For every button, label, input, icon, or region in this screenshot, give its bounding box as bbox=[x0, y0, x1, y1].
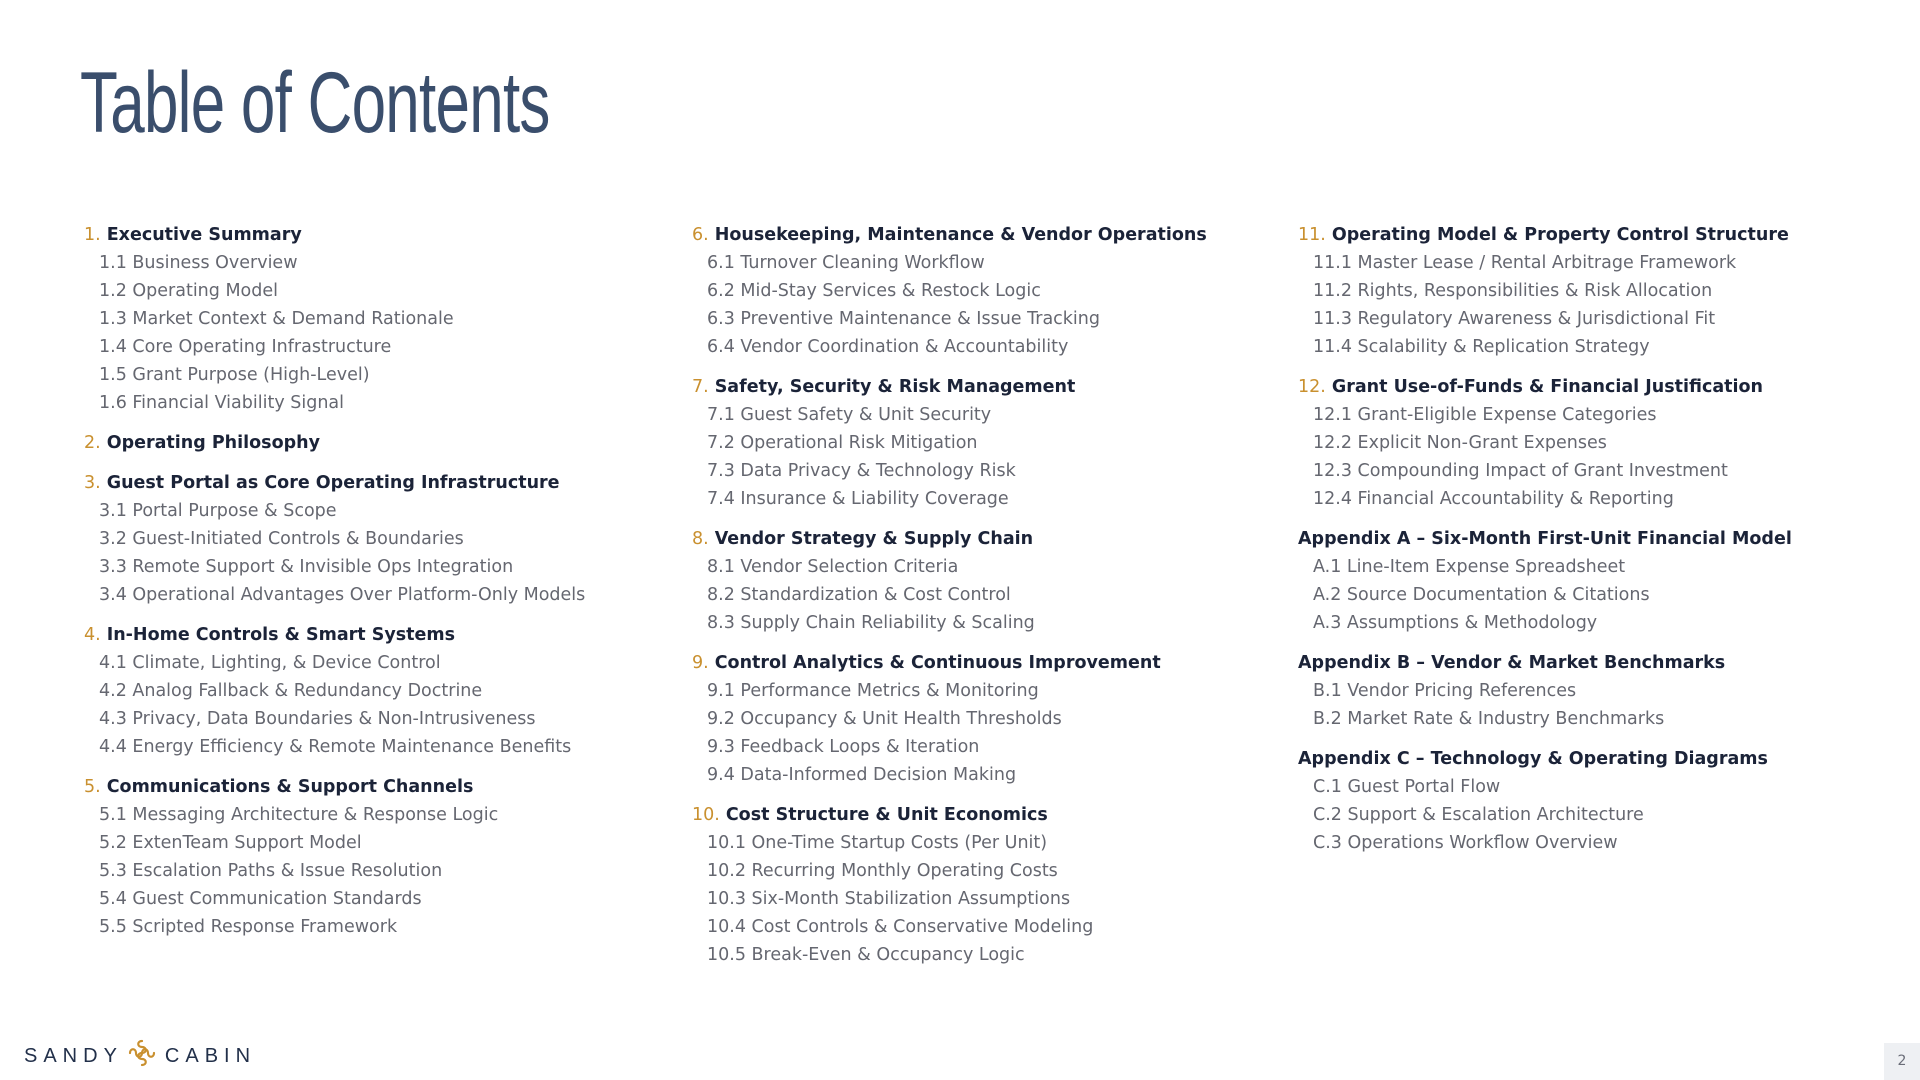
toc-column-2 bbox=[692, 221, 1207, 981]
toc-subsection-item[interactable]: 9.3 Feedback Loops & Iteration bbox=[707, 737, 980, 757]
toc-subsection-item[interactable]: 4.4 Energy Efficiency & Remote Maintenance Benefits bbox=[99, 737, 572, 757]
toc-section-title: Guest Portal as Core Operating Infrastructure bbox=[106, 473, 560, 493]
toc-section-number: 1. bbox=[84, 225, 101, 245]
toc-section bbox=[84, 773, 585, 941]
toc-section-title: Operating Model & Property Control Structure bbox=[1331, 225, 1789, 245]
toc-section-heading[interactable] bbox=[692, 525, 1207, 553]
toc-subsection-item[interactable]: 6.2 Mid-Stay Services & Restock Logic bbox=[707, 281, 1041, 301]
toc-subsection-item[interactable]: 6.3 Preventive Maintenance & Issue Tracking bbox=[707, 309, 1100, 329]
toc-subsection-item[interactable]: 10.4 Cost Controls & Conservative Modeling bbox=[707, 917, 1094, 937]
toc-subsection-item[interactable]: 11.4 Scalability & Replication Strategy bbox=[1313, 337, 1650, 357]
toc-subsection-item[interactable]: 11.3 Regulatory Awareness & Jurisdictional Fit bbox=[1313, 309, 1716, 329]
toc-section bbox=[692, 373, 1207, 513]
toc-subsection-item[interactable]: A.2 Source Documentation & Citations bbox=[1313, 585, 1650, 605]
toc-section-heading[interactable] bbox=[84, 773, 585, 801]
toc-section-title: Appendix C – Technology & Operating Diagrams bbox=[1298, 749, 1768, 769]
toc-subsection-item[interactable]: C.2 Support & Escalation Architecture bbox=[1313, 805, 1644, 825]
toc-section-heading[interactable] bbox=[1298, 745, 1792, 773]
toc-section-number: 4. bbox=[84, 625, 101, 645]
toc-section-title: Appendix B – Vendor & Market Benchmarks bbox=[1298, 653, 1726, 673]
sandy-cabin-logo bbox=[24, 1038, 256, 1074]
toc-section-number: 12. bbox=[1298, 377, 1326, 397]
toc-section-title: Executive Summary bbox=[106, 225, 302, 245]
toc-section bbox=[84, 221, 585, 417]
toc-section-title: Appendix A – Six-Month First-Unit Financial Model bbox=[1298, 529, 1792, 549]
toc-subsection-item[interactable]: 8.2 Standardization & Cost Control bbox=[707, 585, 1011, 605]
toc-section bbox=[692, 801, 1207, 969]
toc-section-title: Grant Use-of-Funds & Financial Justification bbox=[1331, 377, 1764, 397]
toc-subsection-item[interactable]: 12.4 Financial Accountability & Reporting bbox=[1313, 489, 1674, 509]
toc-subsection-item[interactable]: 9.1 Performance Metrics & Monitoring bbox=[707, 681, 1039, 701]
toc-section-heading[interactable] bbox=[1298, 525, 1792, 553]
toc-subsection-item[interactable]: 10.1 One-Time Startup Costs (Per Unit) bbox=[707, 833, 1048, 853]
toc-subsection-item[interactable]: 5.5 Scripted Response Framework bbox=[99, 917, 398, 937]
toc-section-title: Housekeeping, Maintenance & Vendor Operations bbox=[714, 225, 1207, 245]
toc-section-number: 6. bbox=[692, 225, 709, 245]
toc-subsection-item[interactable]: 1.6 Financial Viability Signal bbox=[99, 393, 344, 413]
toc-subsection-item[interactable]: 3.4 Operational Advantages Over Platform-Only Models bbox=[99, 585, 586, 605]
toc-section-number: 9. bbox=[692, 653, 709, 673]
toc-section bbox=[692, 649, 1207, 789]
toc-section-title: Vendor Strategy & Supply Chain bbox=[714, 529, 1034, 549]
toc-section-heading[interactable] bbox=[84, 469, 585, 497]
toc-section-number: 3. bbox=[84, 473, 101, 493]
toc-section-heading[interactable] bbox=[84, 621, 585, 649]
toc-section bbox=[1298, 221, 1792, 361]
toc-section-title: Cost Structure & Unit Economics bbox=[725, 805, 1048, 825]
toc-subsection-item[interactable]: 4.3 Privacy, Data Boundaries & Non-Intrusiveness bbox=[99, 709, 536, 729]
toc-subsection-item[interactable]: C.3 Operations Workflow Overview bbox=[1313, 833, 1618, 853]
toc-subsection-item[interactable]: 5.2 ExtenTeam Support Model bbox=[99, 833, 362, 853]
toc-section-heading[interactable] bbox=[84, 221, 585, 249]
toc-column-1 bbox=[84, 221, 585, 953]
page-title: Table of Contents bbox=[80, 55, 550, 151]
toc-subsection-item[interactable]: 3.3 Remote Support & Invisible Ops Integration bbox=[99, 557, 514, 577]
toc-subsection-item[interactable]: 1.2 Operating Model bbox=[99, 281, 278, 301]
toc-section bbox=[84, 469, 585, 609]
toc-subsection-item[interactable]: 1.1 Business Overview bbox=[99, 253, 298, 273]
page-number: 2 bbox=[1884, 1043, 1920, 1080]
toc-section-heading[interactable] bbox=[1298, 373, 1792, 401]
toc-subsection-item[interactable]: 1.3 Market Context & Demand Rationale bbox=[99, 309, 454, 329]
toc-section bbox=[84, 429, 585, 457]
logo-knot-icon bbox=[127, 1038, 157, 1074]
toc-subsection-item[interactable]: 4.2 Analog Fallback & Redundancy Doctrine bbox=[99, 681, 483, 701]
toc-subsection-item[interactable]: 7.3 Data Privacy & Technology Risk bbox=[707, 461, 1016, 481]
toc-section-number: 5. bbox=[84, 777, 101, 797]
logo-text-left: SANDY bbox=[24, 1044, 123, 1067]
toc-section bbox=[84, 621, 585, 761]
toc-subsection-item[interactable]: 11.2 Rights, Responsibilities & Risk Allocation bbox=[1313, 281, 1713, 301]
toc-subsection-item[interactable]: 3.2 Guest-Initiated Controls & Boundaries bbox=[99, 529, 464, 549]
toc-section-number: 10. bbox=[692, 805, 720, 825]
toc-subsection-item[interactable]: 6.4 Vendor Coordination & Accountability bbox=[707, 337, 1069, 357]
toc-section bbox=[692, 525, 1207, 637]
toc-section-heading[interactable] bbox=[84, 429, 585, 457]
toc-subsection-item[interactable]: 12.2 Explicit Non-Grant Expenses bbox=[1313, 433, 1607, 453]
toc-subsection-item[interactable]: 12.1 Grant-Eligible Expense Categories bbox=[1313, 405, 1657, 425]
toc-section-heading[interactable] bbox=[692, 649, 1207, 677]
toc-subsection-item[interactable]: 5.4 Guest Communication Standards bbox=[99, 889, 422, 909]
toc-section-heading[interactable] bbox=[692, 373, 1207, 401]
logo-text-right: CABIN bbox=[164, 1044, 257, 1067]
toc-subsection-item[interactable]: 10.5 Break-Even & Occupancy Logic bbox=[707, 945, 1025, 965]
toc-section-title: Operating Philosophy bbox=[106, 433, 320, 453]
toc-subsection-item[interactable]: 4.1 Climate, Lighting, & Device Control bbox=[99, 653, 441, 673]
toc-subsection-item[interactable]: 7.1 Guest Safety & Unit Security bbox=[707, 405, 992, 425]
toc-subsection-item[interactable]: 7.4 Insurance & Liability Coverage bbox=[707, 489, 1009, 509]
toc-subsection-item[interactable]: C.1 Guest Portal Flow bbox=[1313, 777, 1501, 797]
toc-subsection-item[interactable]: 1.5 Grant Purpose (High-Level) bbox=[99, 365, 370, 385]
toc-section-heading[interactable] bbox=[692, 221, 1207, 249]
toc-section-number: 2. bbox=[84, 433, 101, 453]
toc-section-title: Control Analytics & Continuous Improvement bbox=[714, 653, 1161, 673]
toc-section-number: 11. bbox=[1298, 225, 1326, 245]
toc-subsection-item[interactable]: 5.3 Escalation Paths & Issue Resolution bbox=[99, 861, 443, 881]
toc-subsection-item[interactable]: 11.1 Master Lease / Rental Arbitrage Framework bbox=[1313, 253, 1737, 273]
toc-section-heading[interactable] bbox=[1298, 221, 1792, 249]
toc-column-3 bbox=[1298, 221, 1792, 869]
toc-subsection-item[interactable]: 8.3 Supply Chain Reliability & Scaling bbox=[707, 613, 1035, 633]
toc-section-heading[interactable] bbox=[692, 801, 1207, 829]
toc-subsection-item[interactable]: 3.1 Portal Purpose & Scope bbox=[99, 501, 337, 521]
toc-section-title: Safety, Security & Risk Management bbox=[714, 377, 1076, 397]
toc-subsection-item[interactable]: A.3 Assumptions & Methodology bbox=[1313, 613, 1598, 633]
toc-subsection-item[interactable]: A.1 Line-Item Expense Spreadsheet bbox=[1313, 557, 1626, 577]
toc-section bbox=[1298, 525, 1792, 637]
toc-section-number: 8. bbox=[692, 529, 709, 549]
toc-section bbox=[1298, 649, 1792, 733]
toc-subsection-item[interactable]: B.2 Market Rate & Industry Benchmarks bbox=[1313, 709, 1665, 729]
toc-subsection-item[interactable]: 5.1 Messaging Architecture & Response Logic bbox=[99, 805, 499, 825]
toc-subsection-item[interactable]: 10.3 Six-Month Stabilization Assumptions bbox=[707, 889, 1071, 909]
toc-section-heading[interactable] bbox=[1298, 649, 1792, 677]
toc-subsection-item[interactable]: 8.1 Vendor Selection Criteria bbox=[707, 557, 959, 577]
toc-section bbox=[1298, 373, 1792, 513]
toc-subsection-item[interactable]: 1.4 Core Operating Infrastructure bbox=[99, 337, 392, 357]
toc-subsection-item[interactable]: 9.2 Occupancy & Unit Health Thresholds bbox=[707, 709, 1062, 729]
toc-subsection-item[interactable]: B.1 Vendor Pricing References bbox=[1313, 681, 1577, 701]
toc-section-title: In-Home Controls & Smart Systems bbox=[106, 625, 456, 645]
toc-subsection-item[interactable]: 9.4 Data-Informed Decision Making bbox=[707, 765, 1017, 785]
toc-section bbox=[692, 221, 1207, 361]
toc-section-title: Communications & Support Channels bbox=[106, 777, 474, 797]
toc-subsection-item[interactable]: 12.3 Compounding Impact of Grant Investment bbox=[1313, 461, 1728, 481]
toc-section bbox=[1298, 745, 1792, 857]
toc-subsection-item[interactable]: 6.1 Turnover Cleaning Workflow bbox=[707, 253, 985, 273]
toc-subsection-item[interactable]: 7.2 Operational Risk Mitigation bbox=[707, 433, 978, 453]
toc-subsection-item[interactable]: 10.2 Recurring Monthly Operating Costs bbox=[707, 861, 1058, 881]
toc-section-number: 7. bbox=[692, 377, 709, 397]
